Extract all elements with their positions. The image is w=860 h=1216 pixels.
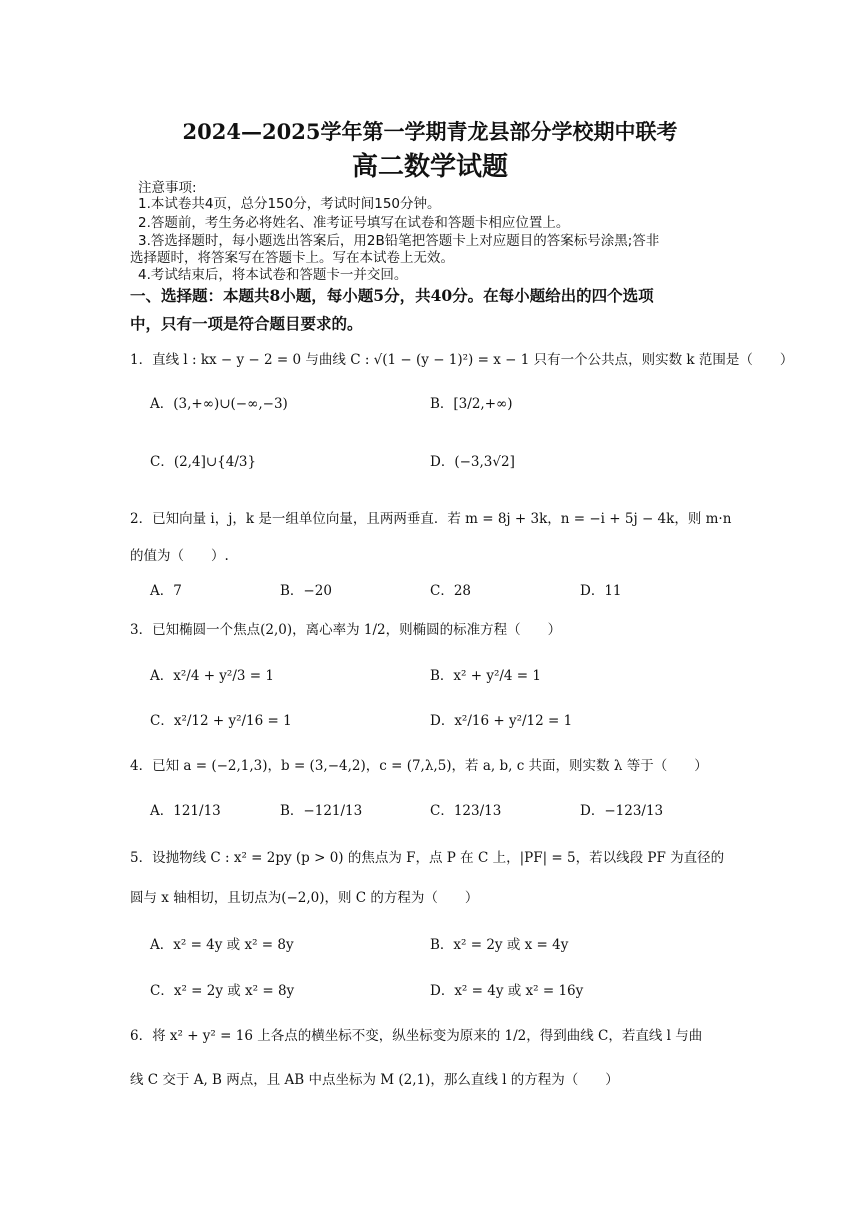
note-item-2: 2.答题前，考生务必将姓名、准考证号填写在试卷和答题卡相应位置上。: [138, 215, 570, 231]
question-1-option-b: B．[3/2,+∞): [430, 396, 513, 412]
question-1-stem: 1．直线 l : kx − y − 2 = 0 与曲线 C : √(1 − (y − 1)²) = x − 1 只有一个公共点，则实数 k 范围是（ ）: [130, 352, 794, 368]
question-2-stem: 2．已知向量 i，j，k 是一组单位向量，且两两垂直．若 m = 8j + 3k，n = −i + 5j − 4k，则 m·n: [130, 511, 732, 527]
question-1-option-c: C．(2,4]∪{4/3}: [150, 454, 257, 470]
question-5-stem-cont: 圆与 x 轴相切，且切点为(−2,0)，则 C 的方程为（ ）: [130, 890, 479, 906]
question-3-stem: 3．已知椭圆一个焦点(2,0)，离心率为 1/2，则椭圆的标准方程（ ）: [130, 622, 562, 638]
question-5-option-b: B．x² = 2y 或 x = 4y: [430, 937, 569, 953]
question-2-option-d: D．11: [580, 583, 622, 599]
question-5-stem: 5．设抛物线 C : x² = 2py (p > 0) 的焦点为 F，点 P 在 C 上，|PF| = 5，若以线段 PF 为直径的: [130, 850, 725, 866]
question-6-stem-cont: 线 C 交于 A, B 两点，且 AB 中点坐标为 M (2,1)，那么直线 l 的方程为（ ）: [130, 1072, 619, 1088]
section-heading-line2: 中，只有一项是符合题目要求的。: [130, 314, 363, 333]
note-item-1: 1.本试卷共4页，总分150分，考试时间150分钟。: [138, 196, 441, 212]
notes-heading: 注意事项:: [138, 180, 197, 196]
exam-subtitle: 高二数学试题: [351, 152, 508, 182]
question-4-option-b: B．−121/13: [280, 803, 363, 819]
question-2-option-c: C．28: [430, 583, 472, 599]
section-heading-line1: 一、选择题：本题共8小题，每小题5分，共40分。在每小题给出的四个选项: [130, 286, 654, 305]
question-3-option-c: C．x²/12 + y²/16 = 1: [150, 713, 292, 729]
question-4-option-c: C．123/13: [430, 803, 502, 819]
question-6-stem: 6．将 x² + y² = 16 上各点的横坐标不变，纵坐标变为原来的 1/2，得到曲线 C，若直线 l 与曲: [130, 1028, 703, 1044]
question-5-option-a: A．x² = 4y 或 x² = 8y: [150, 937, 294, 953]
question-4-option-a: A．121/13: [150, 803, 221, 819]
exam-title: 2024—2025学年第一学期青龙县部分学校期中联考: [182, 119, 678, 144]
question-1-option-a: A．(3,+∞)∪(−∞,−3): [150, 396, 288, 412]
question-1-option-d: D．(−3,3√2]: [430, 454, 515, 470]
question-2-stem-cont: 的值为（ ）.: [130, 548, 229, 564]
question-5-option-c: C．x² = 2y 或 x² = 8y: [150, 983, 295, 999]
question-4-option-d: D．−123/13: [580, 803, 664, 819]
question-2-option-a: A．7: [150, 583, 182, 599]
question-3-option-d: D．x²/16 + y²/12 = 1: [430, 713, 573, 729]
question-3-option-a: A．x²/4 + y²/3 = 1: [150, 668, 274, 684]
note-item-4: 4.考试结束后，将本试卷和答题卡一并交回。: [138, 267, 408, 283]
question-5-option-d: D．x² = 4y 或 x² = 16y: [430, 983, 584, 999]
question-3-option-b: B．x² + y²/4 = 1: [430, 668, 541, 684]
note-item-3: 3.答选择题时，每小题选出答案后，用2B铅笔把答题卡上对应题目的答案标号涂黑;答非: [138, 233, 660, 249]
question-4-stem: 4．已知 a = (−2,1,3)，b = (3,−4,2)，c = (7,λ,5)，若 a, b, c 共面，则实数 λ 等于（ ）: [130, 758, 708, 774]
question-2-option-b: B．−20: [280, 583, 332, 599]
note-item-3-cont: 选择题时，将答案写在答题卡上。写在本试卷上无效。: [130, 250, 454, 266]
